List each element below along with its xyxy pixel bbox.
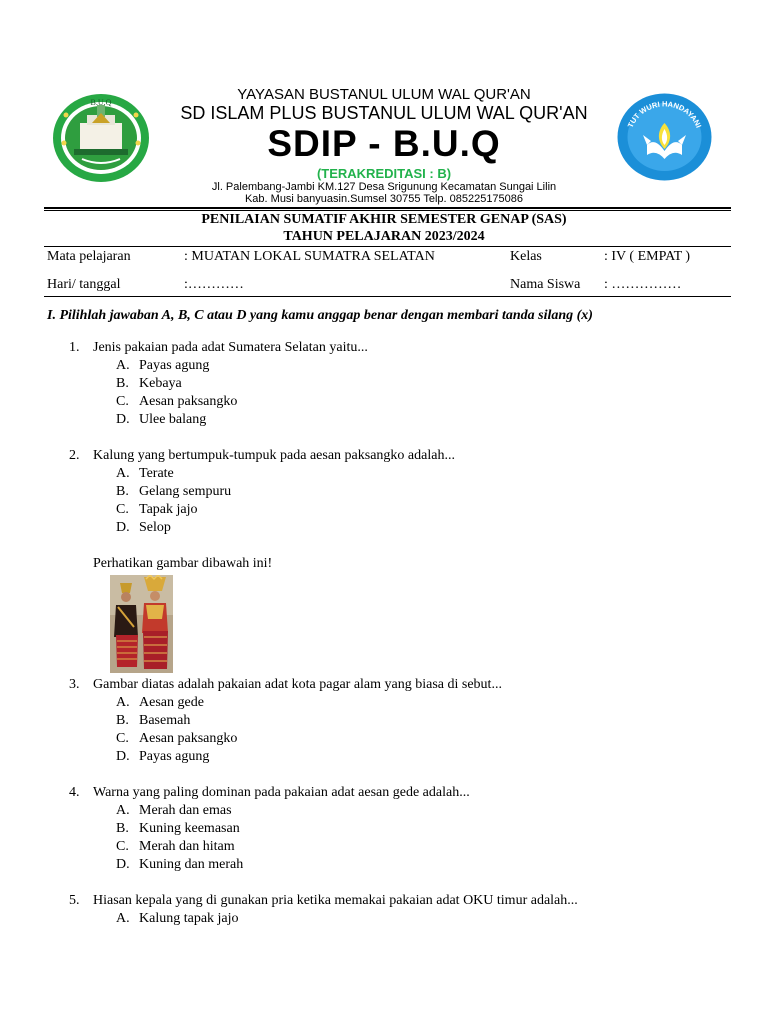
option-text: Payas agung — [139, 749, 210, 764]
question-number: 1. — [69, 340, 80, 355]
school-name: SD ISLAM PLUS BUSTANUL ULUM WAL QUR'AN — [180, 103, 588, 123]
option-letter: C. — [116, 731, 129, 746]
option-letter: A. — [116, 466, 130, 481]
question-number: 4. — [69, 785, 80, 800]
subject-value: : MUATAN LOKAL SUMATRA SELATAN — [184, 249, 435, 264]
image-prompt: Perhatikan gambar dibawah ini! — [93, 556, 273, 571]
option-letter: B. — [116, 713, 129, 728]
student-value: : …………… — [604, 277, 682, 292]
exam-year: TAHUN PELAJARAN 2023/2024 — [283, 229, 485, 244]
address-line-2: Kab. Musi banyuasin.Sumsel 30755 Telp. 085225175086 — [244, 193, 524, 205]
option-letter: C. — [116, 839, 129, 854]
option-text: Kalung tapak jajo — [139, 911, 239, 926]
option-text: Aesan gede — [139, 695, 204, 710]
question-text: Gambar diatas adalah pakaian adat kota pagar alam yang biasa di sebut... — [93, 677, 502, 692]
option-letter: D. — [116, 857, 130, 872]
student-label: Nama Siswa — [510, 277, 581, 292]
header-divider-thick — [44, 207, 731, 209]
option-text: Merah dan emas — [139, 803, 232, 818]
option-letter: B. — [116, 376, 129, 391]
address-line-1: Jl. Palembang-Jambi KM.127 Desa Srigunung Kecamatan Sungai Lilin — [211, 181, 557, 193]
question-number: 5. — [69, 893, 80, 908]
option-text: Kuning keemasan — [139, 821, 240, 836]
info-divider — [44, 296, 731, 297]
header-divider-thin — [44, 210, 731, 211]
option-text: Selop — [139, 520, 171, 535]
option-text: Basemah — [139, 713, 191, 728]
option-text: Gelang sempuru — [139, 484, 232, 499]
option-letter: D. — [116, 749, 130, 764]
date-value: :………… — [184, 277, 244, 292]
traditional-costume-photo — [110, 575, 173, 673]
logo-right-text: TUT WURI HANDAYANI — [625, 99, 704, 130]
option-text: Tapak jajo — [139, 502, 198, 517]
date-label: Hari/ tanggal — [47, 277, 121, 292]
exam-title: PENILAIAN SUMATIF AKHIR SEMESTER GENAP (SAS) — [201, 212, 567, 227]
option-letter: C. — [116, 394, 129, 409]
subject-label: Mata pelajaran — [47, 249, 131, 264]
option-text: Payas agung — [139, 358, 210, 373]
option-letter: A. — [116, 803, 130, 818]
school-code: SDIP - B.U.Q — [267, 123, 501, 164]
question-number: 2. — [69, 448, 80, 463]
question-number: 3. — [69, 677, 80, 692]
option-letter: B. — [116, 821, 129, 836]
instruction: I. Pilihlah jawaban A, B, C atau D yang kamu anggap benar dengan membari tanda silang (x) — [47, 308, 593, 323]
option-text: Aesan paksangko — [139, 731, 238, 746]
option-letter: B. — [116, 484, 129, 499]
option-text: Kuning dan merah — [139, 857, 244, 872]
accreditation: (TERAKREDITASI : B) — [316, 166, 452, 181]
option-text: Kebaya — [139, 376, 182, 391]
option-text: Aesan paksangko — [139, 394, 238, 409]
option-text: Terate — [139, 466, 174, 481]
option-text: Merah dan hitam — [139, 839, 235, 854]
class-value: : IV ( EMPAT ) — [604, 249, 691, 264]
option-letter: A. — [116, 911, 130, 926]
question-text: Jenis pakaian pada adat Sumatera Selatan yaitu... — [93, 340, 368, 355]
option-letter: D. — [116, 412, 130, 427]
class-label: Kelas — [510, 249, 542, 264]
option-letter: A. — [116, 695, 130, 710]
option-text: Ulee balang — [139, 412, 207, 427]
question-text: Warna yang paling dominan pada pakaian adat aesan gede adalah... — [93, 785, 470, 800]
option-letter: A. — [116, 358, 130, 373]
question-text: Hiasan kepala yang di gunakan pria ketika memakai pakaian adat OKU timur adalah... — [93, 893, 578, 908]
title-divider — [44, 246, 731, 247]
foundation-name: YAYASAN BUSTANUL ULUM WAL QUR'AN — [237, 86, 531, 103]
option-letter: D. — [116, 520, 130, 535]
question-text: Kalung yang bertumpuk-tumpuk pada aesan paksangko adalah... — [93, 448, 455, 463]
logo-left-text: B.U.Q — [90, 98, 112, 107]
option-letter: C. — [116, 502, 129, 517]
